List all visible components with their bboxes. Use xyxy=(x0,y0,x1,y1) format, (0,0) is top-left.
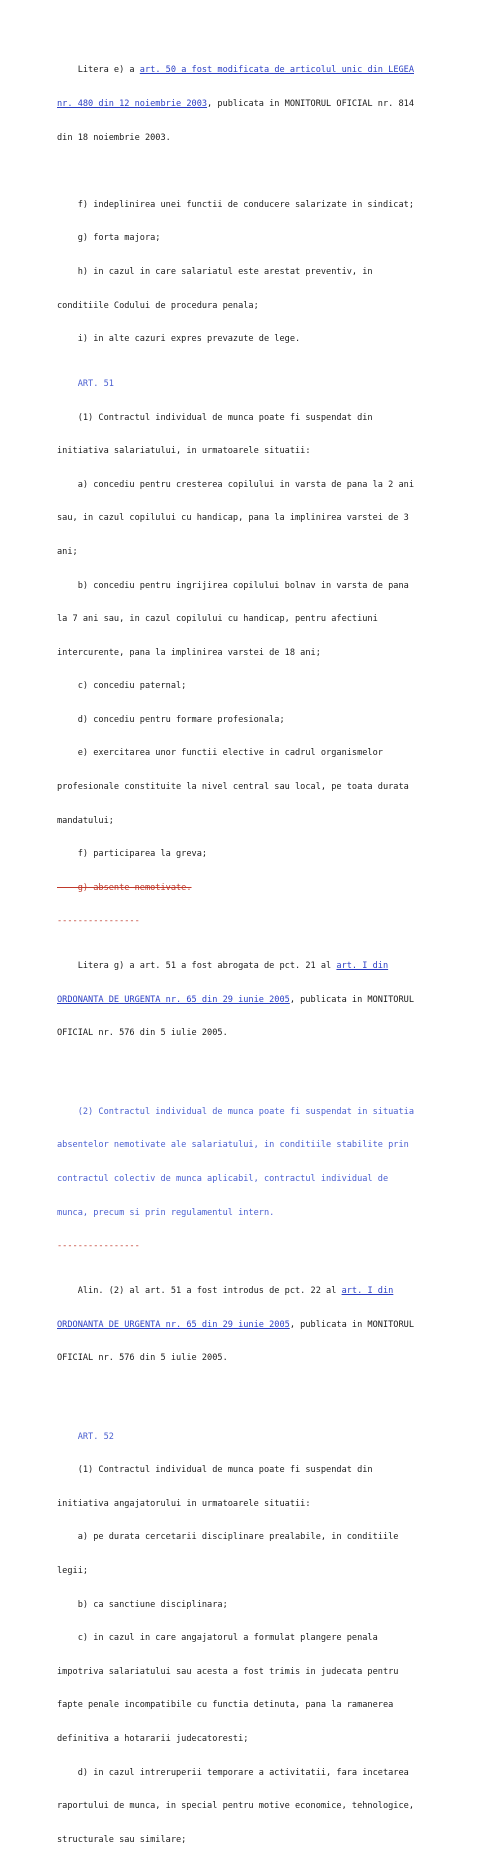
note-art50-line2 xyxy=(57,99,477,110)
text-line: structurale sau similare; xyxy=(57,1834,187,1845)
law-link[interactable]: art. I din xyxy=(341,1286,394,1296)
note-alin2-line1 xyxy=(57,1286,477,1297)
law-link[interactable]: art. I din xyxy=(336,961,389,972)
note-alin2-line2 xyxy=(57,1320,477,1331)
text: Litera g) a art. 51 a fost abrogata de pct. 21 al xyxy=(57,961,337,972)
list-item: h) in cazul in care salariatul este arestat preventiv, in xyxy=(57,266,373,277)
text-line: f) participarea la greva; xyxy=(57,849,208,860)
separator: ---------------- xyxy=(57,916,140,927)
list-item: f) indeplinirea unei functii de conducere salarizate in sindicat; xyxy=(57,199,414,210)
added-text: (2) Contractul individual de munca poate fi suspendat in situatia xyxy=(57,1106,414,1117)
text-line: intercurente, pana la implinirea varstei de 18 ani; xyxy=(57,647,321,658)
spacer xyxy=(57,166,477,177)
note-art51-line2 xyxy=(57,995,477,1006)
text-line: e) exercitarea unor functii elective in cadrul organismelor xyxy=(57,748,383,759)
document-page xyxy=(57,43,477,1857)
note-art50-line1 xyxy=(57,65,477,76)
text-line: impotriva salariatului sau acesta a fost trimis in judecata pentru xyxy=(57,1666,399,1677)
spacer xyxy=(57,1062,477,1073)
text: , publicata in MONITORUL xyxy=(289,994,415,1005)
text-line: legii; xyxy=(57,1565,89,1576)
text-line: c) concediu paternal; xyxy=(57,681,187,692)
text-line: (1) Contractul individual de munca poate fi suspendat din xyxy=(57,412,373,423)
law-link[interactable]: art. 50 a fost modificata de articolul unic din LEGEA xyxy=(139,65,415,76)
text: , publicata in MONITORUL xyxy=(289,1319,415,1330)
law-link[interactable]: ORDONANTA DE URGENTA nr. 65 din 29 iunie 2005 xyxy=(57,994,290,1005)
text: , publicata in MONITORUL OFICIAL nr. 814 xyxy=(207,99,415,109)
text-line: a) concediu pentru cresterea copilului in varsta de pana la 2 ani xyxy=(57,479,414,490)
text-line: initiativa angajatorului in urmatoarele situatii: xyxy=(57,1498,311,1509)
text-line: c) in cazul in care angajatorul a formulat plangere penala xyxy=(57,1633,378,1644)
separator: ---------------- xyxy=(57,1241,140,1252)
added-text: absentelor nemotivate ale salariatului, in conditiile stabilite prin xyxy=(57,1140,409,1151)
text-line: ani; xyxy=(57,546,78,557)
text-line: profesionale constituite la nivel central sau local, pe toata durata xyxy=(57,782,409,793)
text-line: la 7 ani sau, in cazul copilului cu handicap, pentru afectiuni xyxy=(57,614,378,625)
list-item: i) in alte cazuri expres prevazute de lege. xyxy=(57,334,301,345)
spacer xyxy=(57,1387,477,1398)
text-line: mandatului; xyxy=(57,815,114,826)
text-line: sau, in cazul copilului cu handicap, pana la implinirea varstei de 3 xyxy=(57,513,409,524)
text-line: a) pe durata cercetarii disciplinare prealabile, in conditiile xyxy=(57,1532,399,1543)
text-line: d) concediu pentru formare profesionala; xyxy=(57,714,285,725)
note-art50-line3: din 18 noiembrie 2003. xyxy=(57,132,171,143)
text-line: d) in cazul intreruperii temporare a activitatii, fara incetarea xyxy=(57,1767,409,1778)
added-text: contractul colectiv de munca aplicabil, contractul individual de xyxy=(57,1174,389,1185)
text-line: initiativa salariatului, in urmatoarele situatii: xyxy=(57,446,311,457)
note-art51-line3: OFICIAL nr. 576 din 5 iulie 2005. xyxy=(57,1028,228,1039)
note-alin2-line3: OFICIAL nr. 576 din 5 iulie 2005. xyxy=(57,1353,228,1364)
added-text: munca, precum si prin regulamentul intern. xyxy=(57,1207,275,1218)
text-line: fapte penale incompatibile cu functia detinuta, pana la ramanerea xyxy=(57,1700,394,1711)
note-art51-line1 xyxy=(57,961,477,972)
list-item: g) forta majora; xyxy=(57,233,161,244)
text: Litera e) a xyxy=(57,65,140,76)
text-line: (1) Contractul individual de munca poate fi suspendat din xyxy=(57,1465,373,1476)
text-line: definitiva a hotararii judecatoresti; xyxy=(57,1733,249,1744)
list-item: conditiile Codului de procedura penala; xyxy=(57,300,259,311)
repealed-text: g) absente nemotivate. xyxy=(57,882,192,893)
law-link[interactable]: ORDONANTA DE URGENTA nr. 65 din 29 iunie 2005 xyxy=(57,1319,290,1330)
article-heading-51[interactable]: ART. 51 xyxy=(57,378,114,389)
text: Alin. (2) al art. 51 a fost introdus de pct. 22 al xyxy=(57,1286,342,1296)
text-line: b) concediu pentru ingrijirea copilului bolnav in varsta de pana xyxy=(57,580,409,591)
law-link[interactable]: nr. 480 din 12 noiembrie 2003 xyxy=(57,99,208,109)
text-line: raportului de munca, in special pentru motive economice, tehnologice, xyxy=(57,1801,414,1812)
article-heading-52[interactable]: ART. 52 xyxy=(57,1431,114,1442)
text-line: b) ca sanctiune disciplinara; xyxy=(57,1599,228,1610)
